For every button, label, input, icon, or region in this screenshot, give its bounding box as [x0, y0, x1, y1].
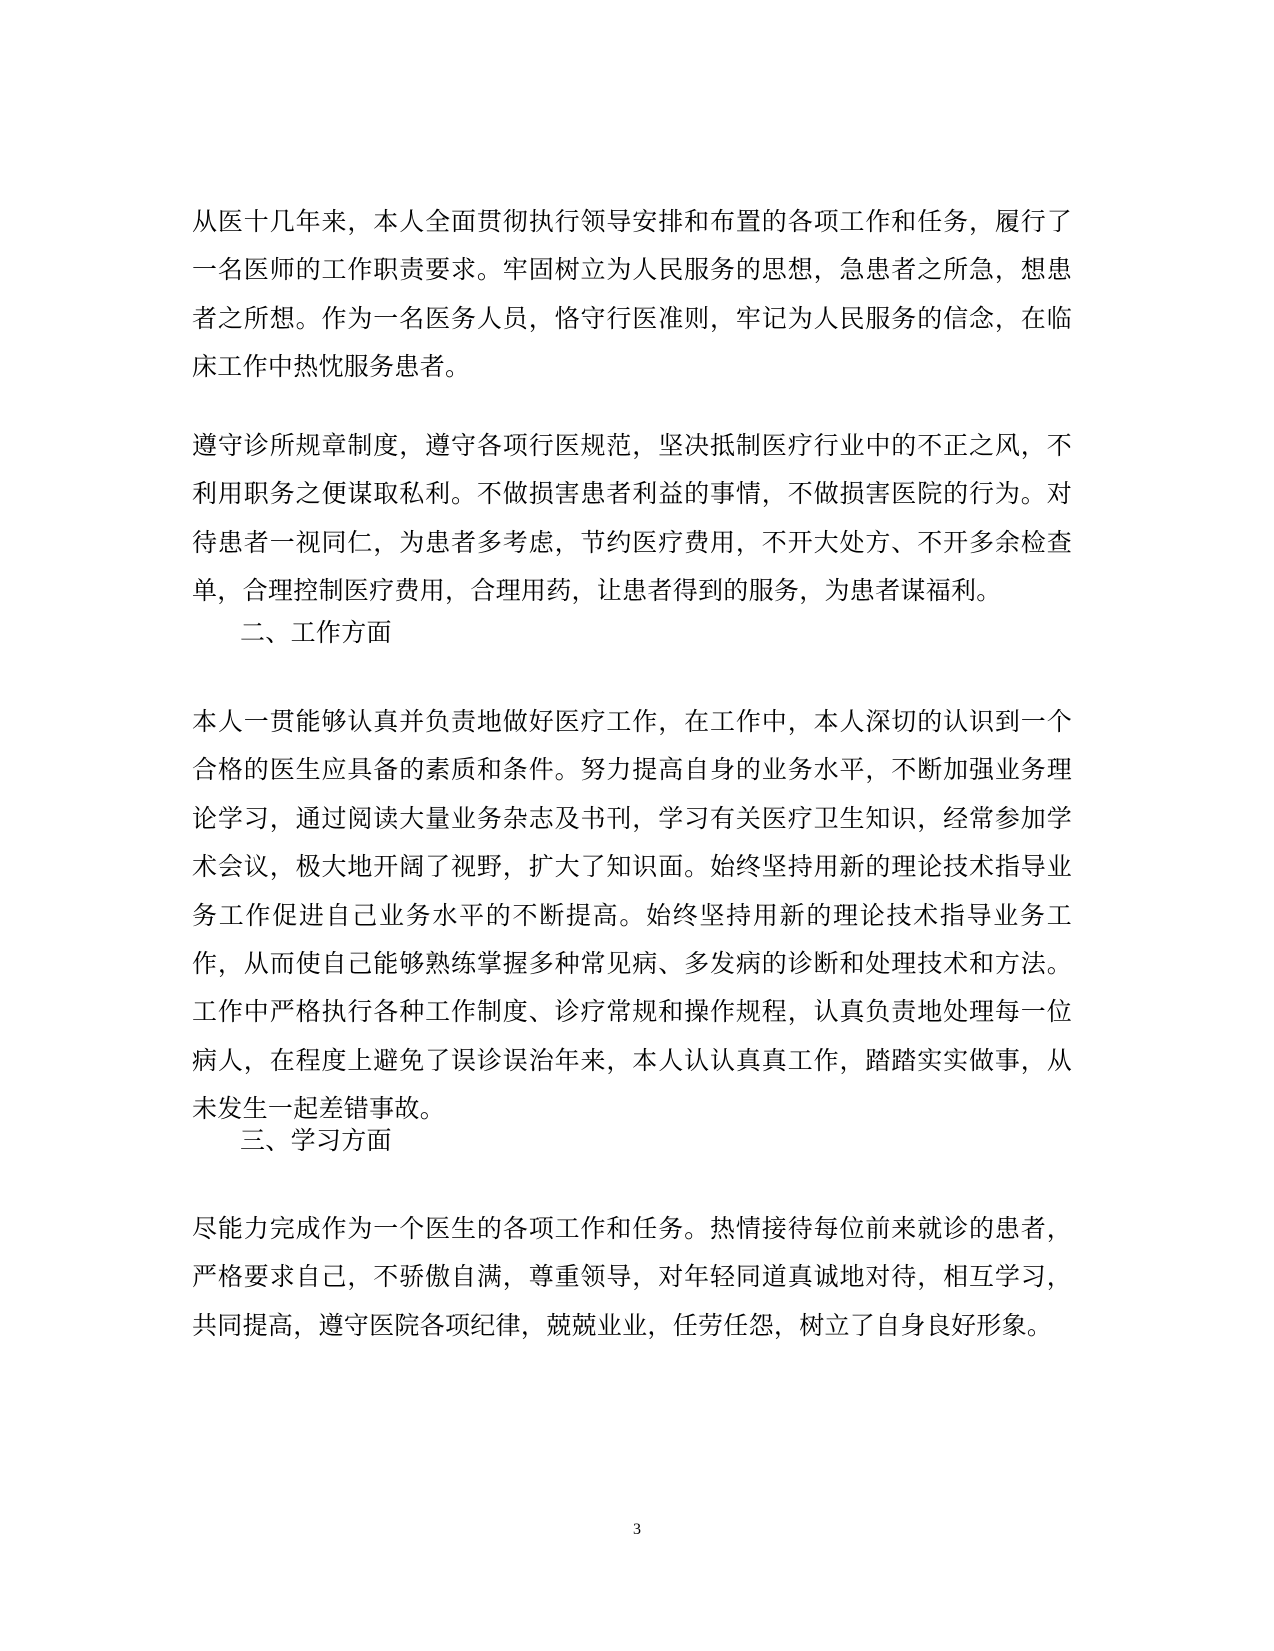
paragraph-professional-ethics: 遵守诊所规章制度，遵守各项行医规范，坚决抵制医疗行业中的不正之风，不利用职务之便谋取私利。不做损害患者利益的事情，不做损害医院的行为。对待患者一视同仁，为患者多考虑，节约医疗费用，不开大处方、不开多余检查单，合理控制医疗费用，合理用药，让患者得到的服务，为患者谋福利。: [192, 431, 1072, 606]
paragraph-study: 尽能力完成作为一个医生的各项工作和任务。热情接待每位前来就诊的患者，严格要求自己，不骄傲自满，尊重领导，对年轻同道真诚地对待，相互学习，共同提高，遵守医院各项纪律，兢兢业业，任劳任怨，树立了自身良好形象。: [192, 1214, 1072, 1340]
section-heading-work: 二、工作方面: [240, 618, 392, 647]
section-heading-study: 三、学习方面: [240, 1126, 392, 1155]
paragraph-work: 本人一贯能够认真并负责地做好医疗工作，在工作中，本人深切的认识到一个合格的医生应具备的素质和条件。努力提高自身的业务水平，不断加强业务理论学习，通过阅读大量业务杂志及书刊，学习有关医疗卫生知识，经常参加学术会议，极大地开阔了视野，扩大了知识面。始终坚持用新的理论技术指导业务工作促进自己业务水平的不断提高。始终坚持用新的理论技术指导业务工作，从而使自己能够熟练掌握多种常见病、多发病的诊断和处理技术和方法。工作中严格执行各种工作制度、诊疗常规和操作规程，认真负责地处理每一位病人，在程度上避免了误诊误治年来，本人认认真真工作，踏踏实实做事，从未发生一起差错事故。: [192, 707, 1072, 1124]
page-number: 3: [633, 1521, 641, 1538]
paragraph-service-attitude: 从医十几年来，本人全面贯彻执行领导安排和布置的各项工作和任务，履行了一名医师的工作职责要求。牢固树立为人民服务的思想，急患者之所急，想患者之所想。作为一名医务人员，恪守行医准则，牢记为人民服务的信念，在临床工作中热忱服务患者。: [192, 207, 1072, 382]
